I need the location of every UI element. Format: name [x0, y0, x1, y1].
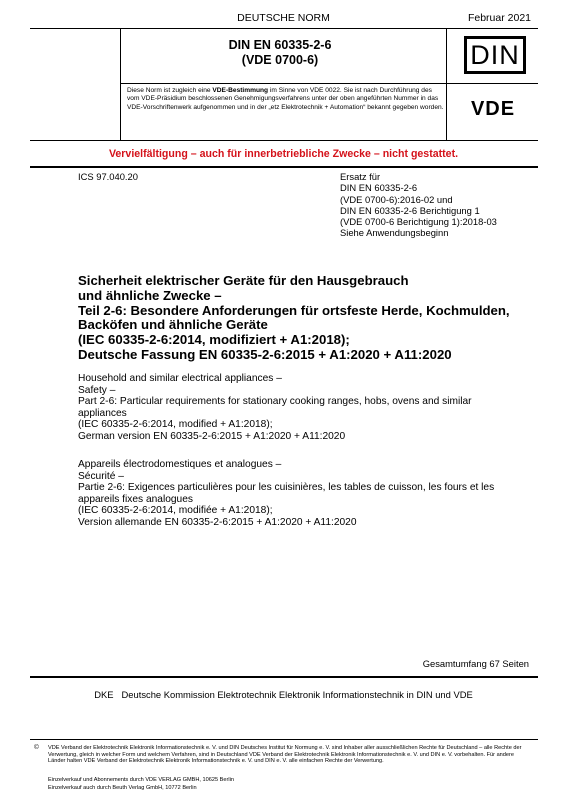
title-english-line: appliances	[78, 407, 127, 419]
din-logo	[464, 36, 526, 74]
title-german-line: Sicherheit elektrischer Geräte für den Hausgebrauch	[78, 273, 409, 288]
header-rule-bottom	[30, 140, 538, 141]
sales-info-line: Einzelverkauf auch durch Beuth Verlag GmbH, 10772 Berlin	[48, 785, 197, 791]
standard-number: DIN EN 60335-2-6	[228, 38, 332, 52]
replacement-line: Siehe Anwendungsbeginn	[340, 227, 449, 239]
dke-full-name: Deutsche Kommission Elektrotechnik Elektronik Informationstechnik in DIN und VDE	[121, 689, 473, 700]
title-english-line: German version EN 60335-2-6:2015 + A1:2020 + A11:2020	[78, 430, 346, 442]
norm-type-label: DEUTSCHE NORM	[237, 12, 330, 24]
replacement-line: DIN EN 60335-2-6	[340, 182, 418, 194]
publication-date: Februar 2021	[467, 12, 531, 24]
din-logo-text: DIN	[470, 39, 520, 70]
title-english-line: (IEC 60335-2-6:2014, modified + A1:2018);	[78, 419, 273, 430]
replacement-info	[340, 171, 497, 239]
dke-abbreviation: DKE	[94, 689, 114, 700]
title-french-line: Appareils électrodomestiques et analogues –	[78, 459, 282, 470]
warning-rule	[30, 166, 538, 168]
title-french-line: Sécurité –	[78, 470, 124, 482]
vde-note-prefix: Diese Norm ist zugleich eine	[127, 87, 213, 94]
title-english-line: Household and similar electrical appliances –	[78, 373, 282, 384]
vde-classification: (VDE 0700-6)	[241, 53, 319, 67]
title-german-line: und ähnliche Zwecke –	[78, 287, 222, 303]
title-german-line: (IEC 60335-2-6:2014, modifiziert + A1:2018);	[78, 332, 350, 348]
replacement-line: Ersatz für	[340, 171, 381, 182]
title-french-line: appareils fixes analogues	[78, 493, 193, 505]
ics-code: ICS 97.040.20	[78, 171, 138, 182]
reproduction-warning: Vervielfältigung – auch für innerbetriebliche Zwecke – nicht gestattet.	[108, 148, 459, 160]
sales-info-line: Einzelverkauf und Abonnements durch VDE VERLAG GMBH, 10625 Berlin	[48, 777, 234, 783]
replacement-line: (VDE 0700-6):2016-02 und	[340, 193, 453, 205]
title-german	[78, 274, 538, 363]
sales-info	[48, 776, 234, 792]
dke-committee	[0, 689, 567, 700]
copyright-rule	[30, 739, 538, 740]
title-french	[78, 459, 538, 528]
copyright-text: VDE Verband der Elektrotechnik Elektronik Informationstechnik e. V. und DIN Deutsches Institut für Normung e. V. sind Inhaber aller ausschließlichen Rechte für Deutschland – alle Rechte der Verwertung, gleich in welcher Form und welchem Verfahren, sind in Deutschland VDE Verband der Elektrotechnik Elektronik Informationstechnik e. V. und DIN e. V. vorbehalten. Für andere Länder halten VDE Verband der Elektrotechnik Elektronik Informationstechnik e. V. und DIN e. V. alle einfachen Rechte der Verwertung.	[48, 745, 522, 765]
copyright-symbol: ©	[34, 744, 39, 751]
vde-regulation-note	[127, 87, 445, 112]
copyright-notice	[34, 744, 523, 765]
title-english-line: Part 2-6: Particular requirements for stationary cooking ranges, hobs, ovens and similar	[78, 396, 472, 407]
title-french-line: Partie 2-6: Exigences particulières pour les cuisinières, les tables de cuisson, les fours et les	[78, 482, 495, 493]
title-french-line: Version allemande EN 60335-2-6:2015 + A1:2020 + A11:2020	[78, 516, 357, 528]
title-french-line: (IEC 60335-2-6:2014, modifiée + A1:2018);	[78, 505, 273, 516]
dke-rule-top	[30, 676, 538, 678]
title-german-line: Deutsche Fassung EN 60335-2-6:2015 + A1:2020 + A11:2020	[78, 346, 452, 362]
header-rule-top	[30, 28, 538, 29]
header-rule-right	[446, 28, 447, 140]
title-english	[78, 373, 538, 442]
vde-note-bold: VDE-Bestimmung	[212, 87, 269, 94]
title-german-line: Backöfen und ähnliche Geräte	[78, 317, 268, 333]
header-rule-middle	[120, 83, 538, 84]
title-english-line: Safety –	[78, 384, 116, 396]
vde-logo: VDE	[470, 98, 516, 120]
standard-number-block	[120, 38, 440, 68]
replacement-line: (VDE 0700-6 Berichtigung 1):2018-03	[340, 216, 497, 228]
title-german-line: Teil 2-6: Besondere Anforderungen für ortsfeste Herde, Kochmulden,	[78, 302, 510, 318]
total-pages: Gesamtumfang 67 Seiten	[422, 658, 529, 669]
replacement-line: DIN EN 60335-2-6 Berichtigung 1	[340, 204, 480, 216]
vde-note-suffix: im Sinne von VDE 0022. Sie ist nach Durchführung des vom VDE-Präsidium beschlossenen Genehmigungsverfahrens unter der oben angeführten Nummer in das VDE-Vorschriftenwerk aufgenommen und in der „etz Elektrotechnik + Automation“ bekannt gegeben worden.	[127, 87, 444, 111]
